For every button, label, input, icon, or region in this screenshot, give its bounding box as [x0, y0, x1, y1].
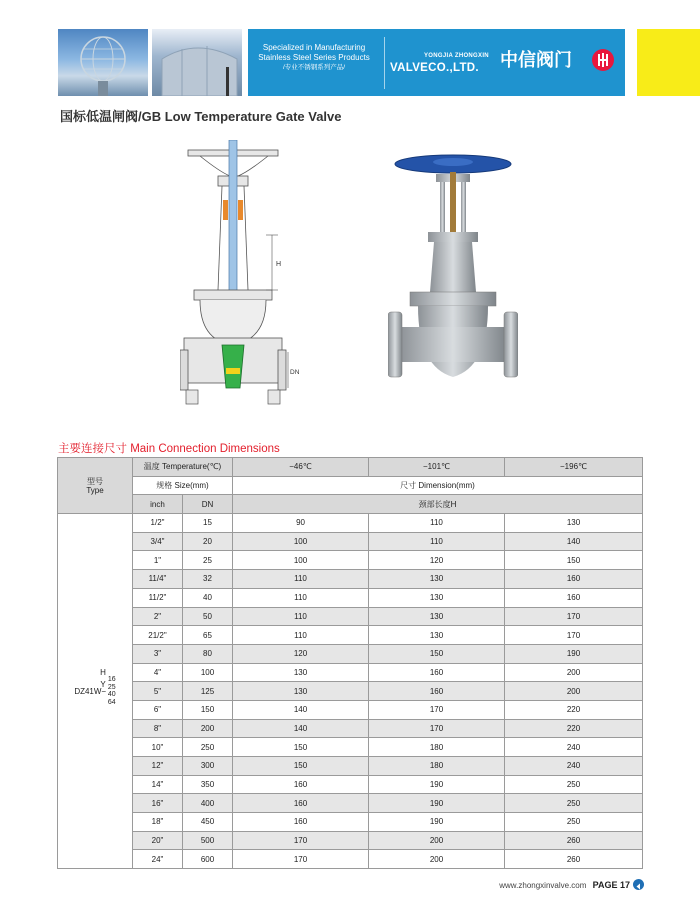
cell-dn: 32 — [183, 570, 233, 589]
cell-101: 160 — [369, 682, 505, 701]
cell-inch: 18" — [133, 813, 183, 832]
section-title: 主要连接尺寸 Main Connection Dimensions — [58, 443, 280, 455]
cell-dn: 65 — [183, 626, 233, 645]
cell-dn: 125 — [183, 682, 233, 701]
cell-inch: 3/4" — [133, 532, 183, 551]
cell-101: 130 — [369, 607, 505, 626]
cell-101: 200 — [369, 850, 505, 869]
cell-dn: 100 — [183, 663, 233, 682]
tagline-line1: Specialized in Manufacturing — [262, 43, 366, 52]
pressure-16: 16 — [107, 676, 116, 684]
dimension-header: 尺寸 Dimension(mm) — [233, 476, 643, 495]
table-row — [58, 532, 643, 551]
storage-tank-icon — [152, 29, 242, 96]
cell-101: 130 — [369, 570, 505, 589]
cell-196: 250 — [505, 775, 643, 794]
cell-196: 170 — [505, 626, 643, 645]
cell-dn: 400 — [183, 794, 233, 813]
cell-46: 130 — [233, 663, 369, 682]
cell-46: 120 — [233, 644, 369, 663]
cell-46: 110 — [233, 570, 369, 589]
footer-url[interactable]: www.zhongxinvalve.com — [499, 881, 587, 890]
length-header: 颈部长度H — [233, 495, 643, 514]
cell-101: 150 — [369, 644, 505, 663]
model-designation — [74, 668, 116, 706]
cell-dn: 20 — [183, 532, 233, 551]
size-header: 规格 Size(mm) — [133, 476, 233, 495]
cell-46: 170 — [233, 831, 369, 850]
cell-inch: 14" — [133, 775, 183, 794]
table-row — [58, 738, 643, 757]
type-header-cn: 型号 — [87, 476, 103, 486]
model-pressures — [108, 676, 116, 706]
cell-46: 170 — [233, 850, 369, 869]
cell-inch: 3" — [133, 644, 183, 663]
cell-196: 150 — [505, 551, 643, 570]
footer — [499, 880, 630, 890]
tagline-line2: Stainless Steel Series Products — [258, 53, 370, 62]
cell-inch: 5" — [133, 682, 183, 701]
header-photo-globe — [58, 29, 148, 96]
table-row — [58, 794, 643, 813]
table-row — [58, 626, 643, 645]
cell-inch: 24" — [133, 850, 183, 869]
type-header — [58, 458, 133, 514]
cell-inch: 8" — [133, 719, 183, 738]
dimensions-body — [58, 514, 643, 869]
cell-dn: 200 — [183, 719, 233, 738]
company-logo-icon — [592, 49, 614, 71]
cell-inch: 1" — [133, 551, 183, 570]
temp-col-2: −101℃ — [369, 458, 505, 477]
table-row — [58, 775, 643, 794]
table-row — [58, 813, 643, 832]
cell-inch: 11/2" — [133, 588, 183, 607]
cell-dn: 600 — [183, 850, 233, 869]
cell-46: 90 — [233, 514, 369, 533]
cell-46: 160 — [233, 794, 369, 813]
cell-46: 150 — [233, 738, 369, 757]
cell-dn: 25 — [183, 551, 233, 570]
table-row — [58, 607, 643, 626]
cell-101: 120 — [369, 551, 505, 570]
cell-196: 220 — [505, 700, 643, 719]
table-row — [58, 588, 643, 607]
cell-196: 130 — [505, 514, 643, 533]
cell-101: 130 — [369, 588, 505, 607]
gate-valve-photo — [388, 152, 518, 392]
cell-101: 170 — [369, 719, 505, 738]
header-tagline — [248, 43, 380, 73]
cell-196: 200 — [505, 682, 643, 701]
page-arrow-icon — [633, 879, 644, 890]
cell-46: 100 — [233, 532, 369, 551]
pressure-64: 64 — [107, 698, 116, 706]
table-row — [58, 514, 643, 533]
cell-196: 260 — [505, 850, 643, 869]
table-row — [58, 682, 643, 701]
table-row — [58, 831, 643, 850]
cell-dn: 500 — [183, 831, 233, 850]
cell-inch: 10" — [133, 738, 183, 757]
cell-101: 190 — [369, 794, 505, 813]
cell-46: 160 — [233, 813, 369, 832]
cell-101: 170 — [369, 700, 505, 719]
cell-46: 100 — [233, 551, 369, 570]
cell-196: 220 — [505, 719, 643, 738]
cell-196: 160 — [505, 570, 643, 589]
cell-101: 130 — [369, 626, 505, 645]
table-row — [58, 570, 643, 589]
cell-inch: 21/2" — [133, 626, 183, 645]
cell-dn: 450 — [183, 813, 233, 832]
temperature-header: 温度 Temperature(℃) — [133, 458, 233, 477]
cell-46: 130 — [233, 682, 369, 701]
table-row — [58, 644, 643, 663]
gate-valve-drawing — [180, 140, 300, 412]
cell-196: 250 — [505, 794, 643, 813]
cell-46: 150 — [233, 757, 369, 776]
cell-dn: 80 — [183, 644, 233, 663]
cell-dn: 350 — [183, 775, 233, 794]
table-row — [58, 850, 643, 869]
cell-46: 110 — [233, 607, 369, 626]
pressure-40: 40 — [107, 691, 116, 699]
cell-dn: 150 — [183, 700, 233, 719]
cell-101: 180 — [369, 738, 505, 757]
page-number: PAGE 17 — [592, 880, 630, 890]
cell-196: 250 — [505, 813, 643, 832]
cell-46: 110 — [233, 588, 369, 607]
cell-46: 140 — [233, 700, 369, 719]
inch-header: inch — [133, 495, 183, 514]
cell-196: 200 — [505, 663, 643, 682]
cell-101: 200 — [369, 831, 505, 850]
cell-inch: 12" — [133, 757, 183, 776]
cell-101: 110 — [369, 532, 505, 551]
cell-101: 190 — [369, 813, 505, 832]
cell-101: 190 — [369, 775, 505, 794]
cell-101: 180 — [369, 757, 505, 776]
company-pinyin: YONGJIA ZHONGXIN — [424, 53, 489, 59]
dn-header: DN — [183, 495, 233, 514]
table-row — [58, 551, 643, 570]
cell-dn: 50 — [183, 607, 233, 626]
dimension-h-label: H — [276, 261, 282, 268]
cell-inch: 1/2" — [133, 514, 183, 533]
type-header-en: Type — [86, 485, 104, 495]
temp-col-3: −196℃ — [505, 458, 643, 477]
cell-inch: 20" — [133, 831, 183, 850]
header-band — [248, 29, 625, 96]
cell-196: 140 — [505, 532, 643, 551]
cell-dn: 40 — [183, 588, 233, 607]
cell-101: 160 — [369, 663, 505, 682]
page-title: 国标低温闸阀/GB Low Temperature Gate Valve — [60, 109, 342, 124]
tagline-cn: /专业不锈钢系列产品/ — [282, 64, 346, 71]
temp-col-1: −46℃ — [233, 458, 369, 477]
header-accent-block — [637, 29, 700, 96]
header-photo-tanks — [152, 29, 242, 96]
cell-46: 140 — [233, 719, 369, 738]
cell-196: 160 — [505, 588, 643, 607]
company-name-cn: 中信阀门 — [500, 50, 572, 70]
cell-dn: 250 — [183, 738, 233, 757]
cell-inch: 4" — [133, 663, 183, 682]
cell-196: 240 — [505, 738, 643, 757]
model-variant-y: Y — [100, 680, 106, 690]
dimension-dn-label: DN — [290, 369, 300, 376]
model-prefix: DZ41W− — [74, 686, 107, 696]
company-name: VALVECO.,LTD. — [390, 62, 479, 74]
dimensions-table — [57, 457, 643, 869]
cell-196: 170 — [505, 607, 643, 626]
cell-101: 110 — [369, 514, 505, 533]
pressure-25: 25 — [107, 683, 116, 691]
cell-dn: 300 — [183, 757, 233, 776]
table-row — [58, 719, 643, 738]
model-variant-h: H — [100, 668, 106, 678]
cell-inch: 16" — [133, 794, 183, 813]
cell-dn: 15 — [183, 514, 233, 533]
cell-196: 260 — [505, 831, 643, 850]
header-divider — [384, 37, 385, 89]
cell-196: 240 — [505, 757, 643, 776]
cell-196: 190 — [505, 644, 643, 663]
cell-46: 110 — [233, 626, 369, 645]
model-cell — [58, 514, 133, 869]
table-row — [58, 757, 643, 776]
table-row — [58, 663, 643, 682]
cell-inch: 6" — [133, 700, 183, 719]
cell-inch: 11/4" — [133, 570, 183, 589]
cell-46: 160 — [233, 775, 369, 794]
cell-inch: 2" — [133, 607, 183, 626]
table-row — [58, 700, 643, 719]
globe-sculpture-icon — [58, 29, 148, 96]
